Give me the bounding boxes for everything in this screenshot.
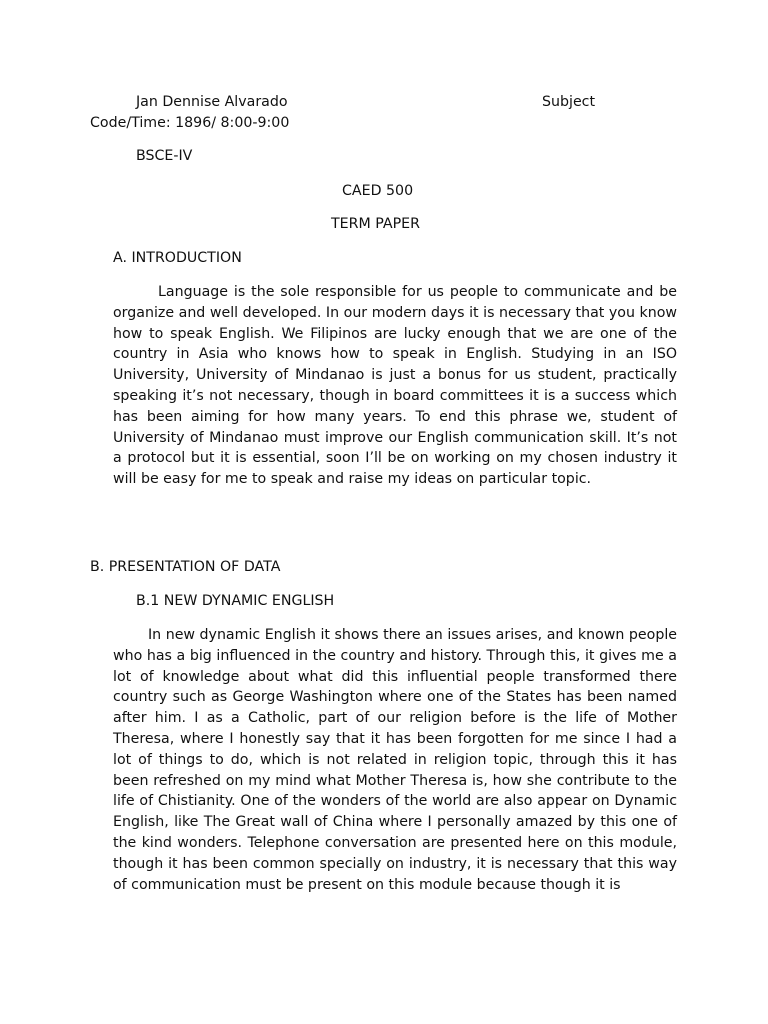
introduction-paragraph: [113, 282, 677, 490]
author-name: Jan Dennise Alvarado: [136, 94, 288, 110]
code-time: Code/Time: 1896/ 8:00-9:00: [90, 115, 290, 131]
course-year: BSCE-IV: [136, 148, 193, 164]
paper-title: TERM PAPER: [331, 216, 420, 232]
subject-label: Subject: [542, 94, 596, 110]
dynamic-english-text: In new dynamic English it shows there an issues arises, and known people who has a big influenced in the country and history. Through this, it gives me a lot of knowledge about what did this influential people transformed there country such as George Washington where one of the States has been named after him. I as a Catholic, part of our religion before is the life of Mother Theresa, where I honestly say that it has been forgotten for me since I had a lot of things to do, which is not related in religion topic, through this it has been refreshed on my mind what Mother Theresa is, how she contribute to the life of Chistianity. One of the wonders of the world are also appear on Dynamic English, like The Great wall of China where I personally amazed by this one of the kind wonders. Telephone conversation are presented here on this module, though it has been common specially on industry, it is necessary that this way of communication must be present on this module because though it is: [113, 627, 677, 893]
section-b-heading: B. PRESENTATION OF DATA: [90, 559, 281, 575]
section-b1-heading: B.1 NEW DYNAMIC ENGLISH: [136, 593, 335, 609]
introduction-text: Language is the sole responsible for us people to communicate and be organize and well developed. In our modern days it is necessary that you know how to speak English. We Filipinos are lucky enough that we are one of the country in Asia who knows how to speak in English. Studying in an ISO University, University of Mindanao is just a bonus for us student, practically speaking it’s not necessary, though in board committees it is a success which has been aiming for how many years. To end this phrase we, student of University of Mindanao must improve our English communication skill. It’s not a protocol but it is essential, soon I’ll be on working on my chosen industry it will be easy for me to speak and raise my ideas on particular topic.: [113, 284, 677, 488]
section-a-heading: A. INTRODUCTION: [113, 250, 242, 266]
dynamic-english-paragraph: [113, 625, 677, 895]
course-code: CAED 500: [342, 183, 414, 199]
